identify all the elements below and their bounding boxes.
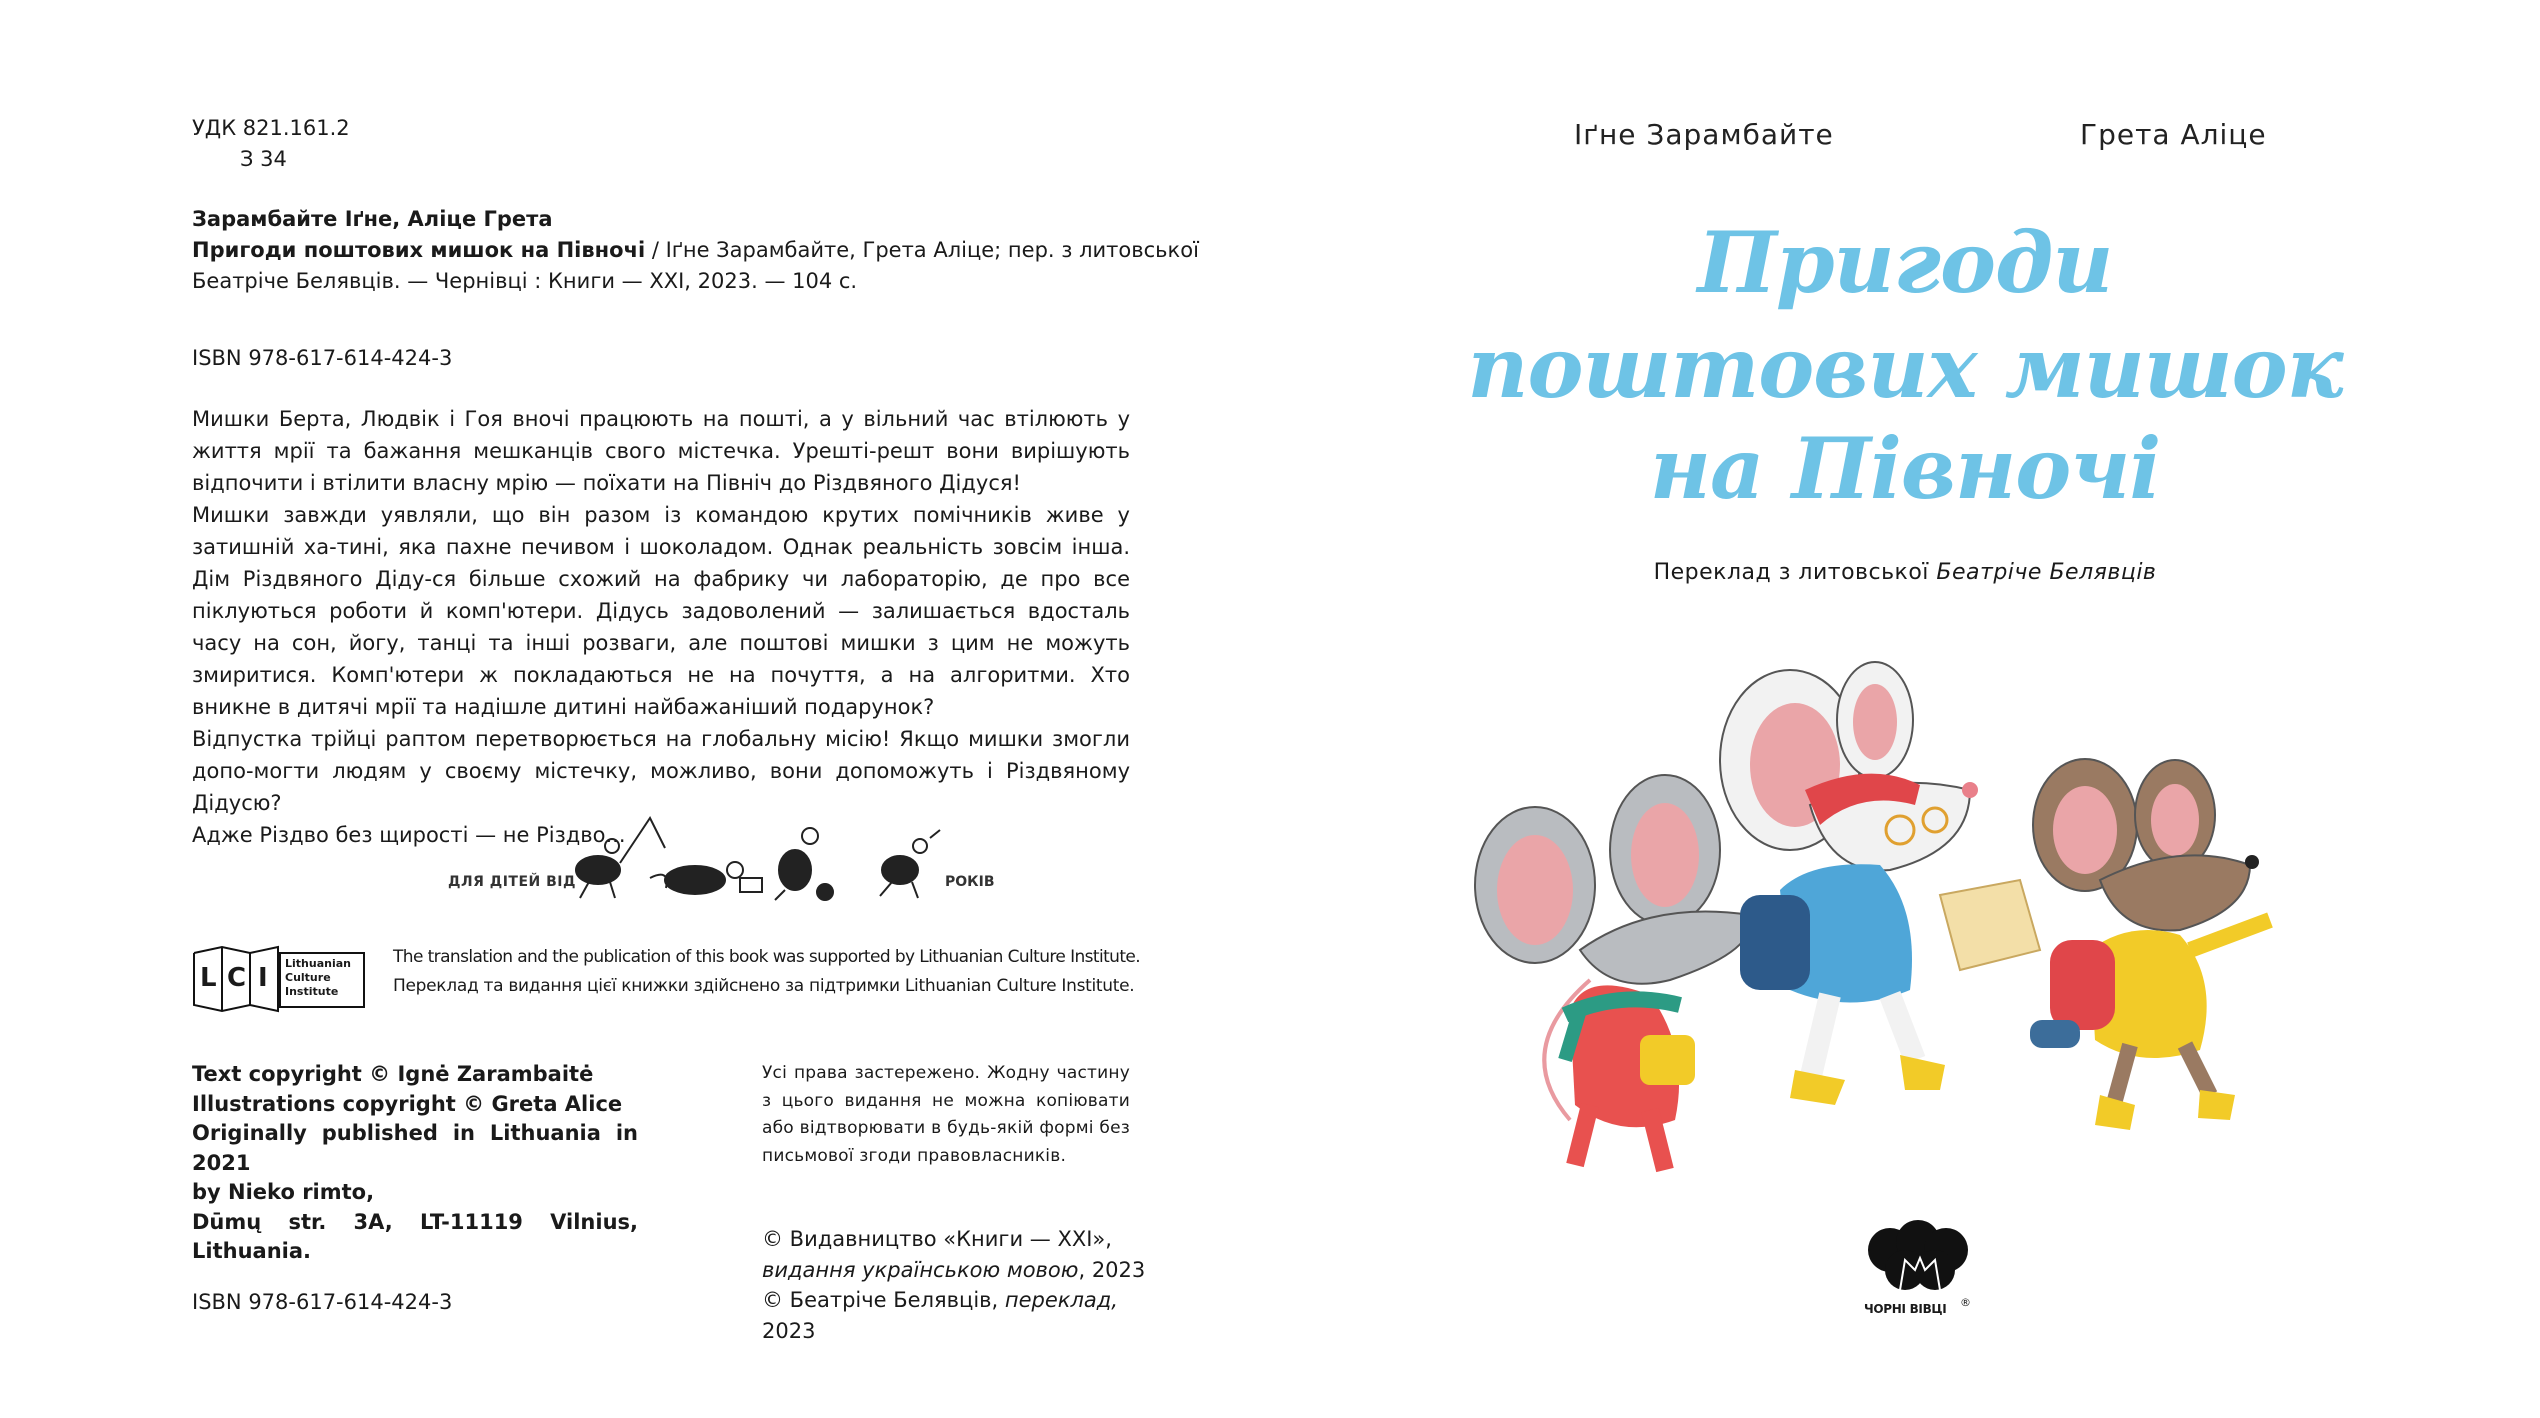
right-page (1270, 0, 2540, 1418)
lci-letter: C (227, 963, 247, 993)
rights-notice: Усі права застережено. Жодну частину з цього видання не можна копіювати або відтворювати в будь-якій формі без письмової згоди правовласників. (762, 1063, 1130, 1166)
brown-mouse-illustration (2030, 759, 2270, 1130)
author-code: З 34 (240, 147, 287, 171)
lci-letter: I (258, 963, 268, 993)
copyright-line: Illustrations copyright © Greta Alice (192, 1091, 623, 1116)
mouse-icon (740, 828, 833, 900)
publisher-plain: © Беатріче Белявців, (762, 1288, 1005, 1312)
illustrator-name: Грета Аліце (2080, 118, 2267, 151)
description-paragraph: Мишки Берта, Людвік і Гоя вночі працюють на пошті, а у вільний час втілюють у життя мрії та бажання мешканців свого містечка. Урешті-решт вони вирішують відпочити і втілити власну мрію — поїхати на Північ до Різдвяного Дідуся! (192, 407, 1130, 495)
copyright-line: Originally published in Lithuania in 2021 (192, 1121, 638, 1175)
publisher-copyright (762, 1224, 1162, 1346)
bib-authors: Зарамбайте Іґне, Аліце Грета (192, 207, 553, 231)
translation-credit (1270, 560, 2540, 585)
copyright-block (192, 1060, 638, 1267)
author-name: Іґне Зарамбайте (1574, 118, 1834, 151)
bib-title-line (192, 234, 1199, 266)
publisher-rest: 2023 (762, 1318, 816, 1343)
publisher-line (762, 1285, 1162, 1346)
lci-name-line: Lithuanian (285, 957, 351, 970)
book-title-line: Пригоди (1697, 213, 2113, 312)
lci-name-line: Institute (285, 985, 339, 998)
translator-name: Беатріче Белявців (1936, 560, 2157, 585)
black-sheep-icon (1860, 1220, 1980, 1300)
mouse-icon (650, 862, 743, 894)
mouse-icon (576, 818, 665, 898)
publisher-logo-text: ЧОРНІ ВІВЦІ (1864, 1302, 1947, 1316)
publisher-rest: , 2023 (1078, 1257, 1146, 1282)
registered-mark: ® (1960, 1296, 1971, 1309)
mice-illustration (1450, 650, 2350, 1210)
book-title-line: поштових мишок (1467, 318, 2343, 417)
lci-note-en: The translation and the publication of this book was supported by Lithuanian Culture Institute. (393, 947, 1141, 967)
publisher-italic: видання українською мовою (762, 1257, 1079, 1282)
lci-note-uk: Переклад та видання цієї книжки здійснено за підтримки Lithuanian Culture Institute. (393, 976, 1135, 996)
isbn: ISBN 978-617-614-424-3 (192, 346, 453, 370)
lci-logo (192, 945, 367, 1015)
publisher-line: © Видавництво «Книги — XXI», (762, 1227, 1112, 1251)
copyright-line: Dūmų str. 3A, LT-11119 Vilnius, Lithuania. (192, 1209, 638, 1263)
description (192, 403, 1130, 851)
bib-rest: / Іґне Зарамбайте, Грета Аліце; пер. з литовської (645, 238, 1199, 262)
lci-letter: L (200, 963, 217, 993)
white-mouse-illustration (1720, 662, 2040, 1105)
bib-line2: Беатріче Белявців. — Чернівці : Книги — ХХІ, 2023. — 104 с. (192, 269, 858, 293)
grey-mouse-illustration (1475, 775, 1760, 1170)
description-paragraph: Відпустка трійці раптом перетворюється на глобальну місію! Якщо мишки змогли допо-могти людям у своєму містечку, можливо, вони допоможуть і Різдвяному Дідусю? (192, 727, 1130, 815)
book-title-line: на Півночі (1649, 419, 2161, 518)
publisher-line (762, 1255, 1162, 1286)
udk-code: УДК 821.161.2 (192, 116, 350, 140)
lci-name-line: Culture (285, 971, 331, 984)
mouse-icon (880, 830, 940, 898)
age-from-label: ДЛЯ ДІТЕЙ ВІД (448, 874, 576, 890)
translation-prefix: Переклад з литовської (1653, 560, 1937, 585)
description-paragraph: Адже Різдво без щирості — не Різдво... (192, 823, 626, 847)
lci-name (285, 957, 351, 999)
copyright-line: by Nieko rimto, (192, 1180, 375, 1204)
description-paragraph: Мишки завжди уявляли, що він разом із командою крутих помічників живе у затишній ха-тині, яка пахне печивом і шоколадом. Однак реальність зовсім інша. Дім Різдвяного Діду-ся більше схожий на фабрику чи лабораторію, де про все піклуються роботи й комп'ютери. Дідусь задоволений — залишається вдосталь часу на сон, йогу, танці та інші розваги, але поштові мишки з цим не можуть змиритися. Комп'ютери ж покладаються не на почуття, а на алгоритми. Хто вникне в дитячі мрії та надішле дитині найбажаніший подарунок? (192, 503, 1130, 719)
age-years-label: РОКІВ (945, 874, 995, 890)
isbn-bottom: ISBN 978-617-614-424-3 (192, 1290, 453, 1314)
copyright-line: Text copyright © Ignė Zarambaitė (192, 1062, 594, 1086)
publisher-logo (1860, 1220, 1990, 1330)
bib-title: Пригоди поштових мишок на Півночі (192, 238, 646, 262)
age-rating-strip (440, 808, 1000, 908)
age-icons (440, 808, 1000, 908)
publisher-italic: переклад, (1004, 1288, 1118, 1312)
